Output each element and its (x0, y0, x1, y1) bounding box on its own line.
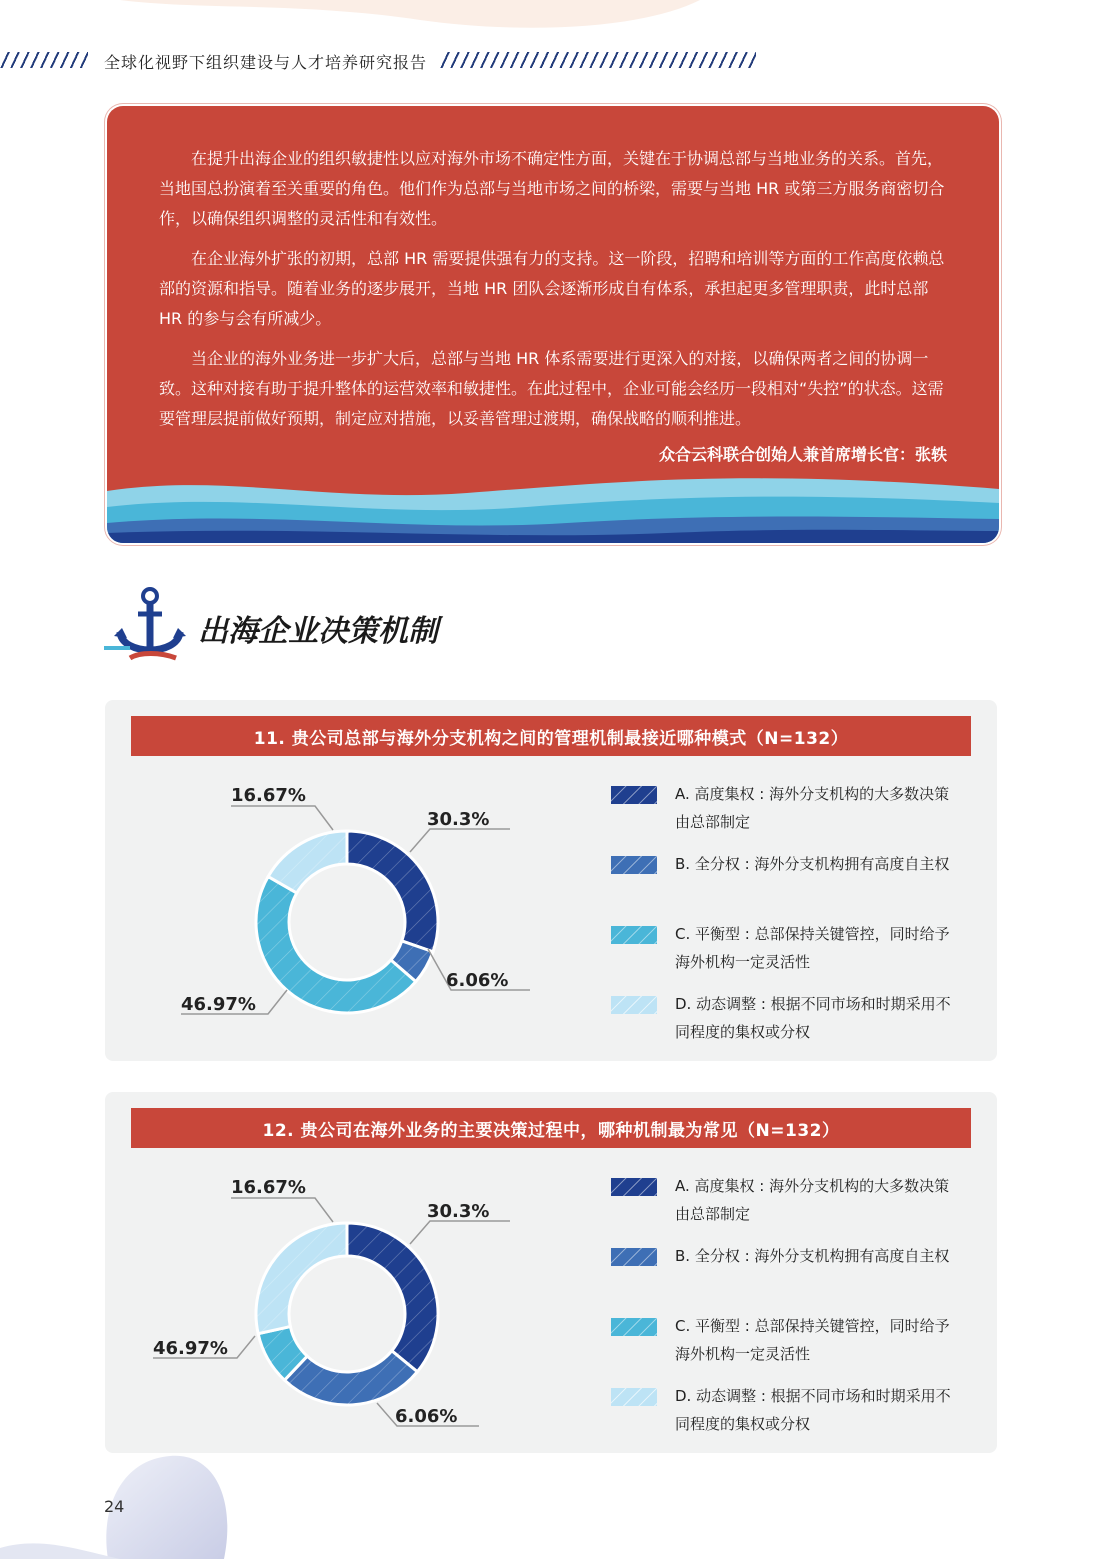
legend-label: A. 高度集权 : 海外分支机构的大多数决策由总部制定 (675, 785, 950, 831)
donut-chart-11 (105, 700, 605, 1061)
legend-item-c (611, 920, 971, 990)
chart-title: 11. 贵公司总部与海外分支机构之间的管理机制最接近哪种模式（N=132） (131, 716, 971, 756)
donut-slice-d (268, 831, 347, 893)
legend-label: B. 全分权 : 海外分支机构拥有高度自主权 (675, 1247, 950, 1265)
page-number: 24 (104, 1497, 125, 1516)
legend-label: A. 高度集权 : 海外分支机构的大多数决策由总部制定 (675, 1177, 950, 1223)
quote-paragraph: 当企业的海外业务进一步扩大后，总部与当地 HR 体系需要进行更深入的对接，以确保两者之间的协调一致。这种对接有助于提升整体的运营效率和敏捷性。在此过程中，企业可能会经历一段相对“失控”的状态。这需要管理层提前做好预期，制定应对措施，以妥善管理过渡期，确保战略的顺利推进。 (159, 349, 944, 428)
section-title: 出海企业决策机制 (198, 614, 438, 649)
data-label-slice-b: 6.06% (395, 1406, 458, 1427)
quote-paragraph: 在提升出海企业的组织敏捷性以应对海外市场不确定性方面，关键在于协调总部与当地业务的关系。首先，当地国总扮演着至关重要的角色。他们作为总部与当地市场之间的桥梁，需要与当地 HR 或第三方服务商密切合作，以确保组织调整的灵活性和有效性。 (159, 149, 945, 228)
data-label-slice-c: 46.97% (153, 1338, 228, 1359)
data-label-slice-c: 46.97% (181, 994, 256, 1015)
legend-item-a (611, 1172, 971, 1242)
header-hatch-left (0, 52, 88, 68)
legend-swatch-c (611, 926, 657, 944)
legend-item-b (611, 1242, 971, 1312)
anchor-icon (100, 586, 190, 668)
legend-swatch-b (611, 856, 657, 874)
data-label-slice-a: 30.3% (427, 809, 490, 830)
header-hatch-right (440, 52, 756, 68)
quote-author: 众合云科联合创始人兼首席增长官：张轶 (658, 445, 947, 464)
leader-line (410, 1221, 510, 1244)
quote-box (107, 106, 999, 543)
legend-label: B. 全分权 : 海外分支机构拥有高度自主权 (675, 855, 950, 873)
legend-item-a (611, 780, 971, 850)
chart-title: 12. 贵公司在海外业务的主要决策过程中，哪种机制最为常见（N=132） (131, 1108, 971, 1148)
chart-legend (611, 1172, 971, 1452)
legend-swatch-a (611, 786, 657, 804)
donut-chart-12 (105, 1092, 605, 1453)
data-label-slice-d: 16.67% (231, 1177, 306, 1198)
chart-legend (611, 780, 971, 1060)
report-title: 全球化视野下组织建设与人才培养研究报告 (104, 53, 428, 72)
data-label-slice-b: 6.06% (446, 970, 509, 991)
legend-swatch-c (611, 1318, 657, 1336)
legend-swatch-d (611, 1388, 657, 1406)
data-label-slice-a: 30.3% (427, 1201, 490, 1222)
legend-item-c (611, 1312, 971, 1382)
decorative-waves (107, 473, 999, 543)
legend-item-d (611, 1382, 971, 1452)
legend-swatch-a (611, 1178, 657, 1196)
donut-slice-d (256, 1223, 347, 1334)
legend-label: D. 动态调整 : 根据不同市场和时期采用不同程度的集权或分权 (675, 1387, 951, 1433)
leader-line (410, 829, 510, 852)
data-label-slice-d: 16.67% (231, 785, 306, 806)
quote-text (159, 144, 949, 444)
legend-item-d (611, 990, 971, 1060)
leader-line (231, 1198, 333, 1222)
donut-slice-a (347, 831, 438, 952)
legend-label: C. 平衡型 : 总部保持关键管控，同时给予海外机构一定灵活性 (675, 925, 950, 971)
donut-slice-c (256, 877, 416, 1013)
leader-line (231, 806, 333, 830)
quote-paragraph: 在企业海外扩张的初期，总部 HR 需要提供强有力的支持。这一阶段，招聘和培训等方面的工作高度依赖总部的资源和指导。随着业务的逐步展开，当地 HR 团队会逐渐形成自有体系，承担起更多管理职责，此时总部 HR 的参与会有所减少。 (159, 249, 945, 328)
decorative-top-shape (0, 0, 1102, 48)
legend-label: D. 动态调整 : 根据不同市场和时期采用不同程度的集权或分权 (675, 995, 951, 1041)
legend-item-b (611, 850, 971, 920)
legend-label: C. 平衡型 : 总部保持关键管控，同时给予海外机构一定灵活性 (675, 1317, 950, 1363)
legend-swatch-d (611, 996, 657, 1014)
chart-card-11 (105, 700, 997, 1061)
legend-swatch-b (611, 1248, 657, 1266)
chart-card-12 (105, 1092, 997, 1453)
